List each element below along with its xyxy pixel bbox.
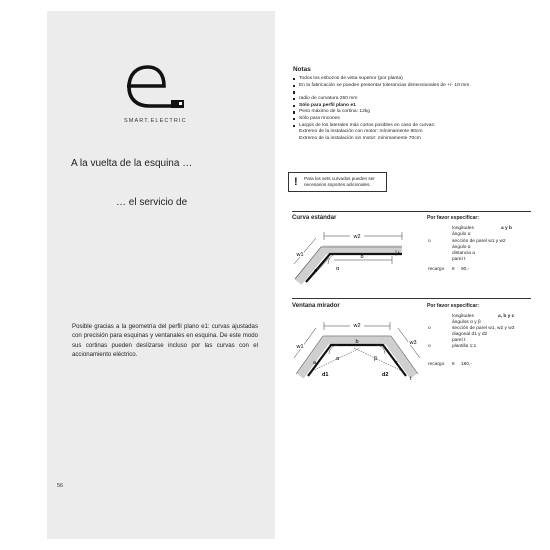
curva-spec-title: Por favor especificar: bbox=[427, 215, 480, 221]
note-item: Sólo para rincones bbox=[293, 116, 523, 123]
ventana-diagram bbox=[292, 310, 422, 382]
notice-box bbox=[288, 172, 387, 192]
curva-spec-line: ángulo α bbox=[452, 232, 471, 237]
curva-spec-line: longitudes bbox=[452, 226, 474, 231]
label-w2: w2 bbox=[353, 323, 361, 329]
note-item: Sólo para perfil plano e1 bbox=[293, 103, 523, 110]
intro-paragraph: Posible gracias a la geometría del perfil plano e1: curvas ajustadas con precisión para esquinas y ventanales en esquina. De este modo sus cortinas pueden deslizarse incluso por las curvas con el accionamiento eléctrico. bbox=[72, 323, 258, 359]
curva-spec-line: € bbox=[452, 267, 455, 272]
ventana-spec-title: Por favor especificar: bbox=[427, 303, 480, 309]
note-item: En la fabricación se pueden presentar tolerancias dimensionales de +/- 10 mm bbox=[293, 83, 523, 90]
section-divider bbox=[292, 211, 531, 212]
note-item: Largos de los laterales más cortos posibles en caso de curvas: bbox=[293, 123, 523, 130]
label-t: t bbox=[398, 251, 400, 257]
label-c: c bbox=[395, 360, 398, 366]
ventana-spec-line: diagonal d1 y d2 bbox=[452, 332, 488, 337]
label-a: a bbox=[313, 360, 317, 366]
curva-spec-line: sección de parel w1 y w2 bbox=[452, 239, 506, 244]
note-item: Peso máximo de la cortina: 12kg bbox=[293, 109, 523, 116]
notes-list bbox=[293, 76, 523, 143]
label-alpha: α bbox=[336, 356, 340, 362]
brand-logo-icon bbox=[122, 64, 188, 110]
label-a: a bbox=[314, 268, 318, 274]
note-item bbox=[293, 89, 523, 96]
headline-secondary: … el servicio de bbox=[116, 197, 188, 208]
section-divider bbox=[292, 298, 531, 299]
headline-primary: A la vuelta de la esquina … bbox=[71, 158, 193, 169]
label-alpha: α bbox=[336, 266, 340, 272]
notice-text: Para los sets curvados pueden ser necesarios soportes adicionales. bbox=[304, 176, 375, 187]
ventana-spec-line: longitudes bbox=[452, 314, 474, 319]
notes-title: Notas bbox=[293, 66, 311, 73]
curva-spec-line: distancia a bbox=[452, 251, 475, 256]
label-d1: d1 bbox=[322, 372, 329, 378]
label-w1: w1 bbox=[296, 344, 304, 350]
ventana-spec-line: € bbox=[452, 362, 455, 367]
ventana-title: Ventana mirador bbox=[292, 302, 340, 309]
curva-diagram bbox=[292, 222, 416, 288]
label-w3: w3 bbox=[409, 340, 417, 346]
ventana-spec-line: o bbox=[428, 344, 431, 349]
curva-spec-line: o bbox=[428, 239, 431, 244]
label-beta: β bbox=[374, 356, 378, 362]
ventana-spec-line: plantilla 1:1 bbox=[452, 344, 477, 349]
curva-spec-line: 90,- bbox=[461, 267, 470, 272]
curva-spec-line: ángulo α bbox=[452, 245, 471, 250]
curva-title: Curva estándar bbox=[292, 214, 337, 221]
ventana-spec-line: recargo bbox=[428, 362, 445, 367]
ventana-spec-line: o bbox=[428, 326, 431, 331]
label-b: b bbox=[355, 339, 359, 345]
label-b: b bbox=[360, 254, 364, 260]
warning-icon: ! bbox=[294, 176, 298, 188]
ventana-spec-line: 180,- bbox=[461, 362, 472, 367]
note-item: Todos los esbozos de vista superior (por planta) bbox=[293, 76, 523, 83]
curva-spec-line: a y b bbox=[501, 226, 512, 231]
ventana-spec-line: sección de parel w1, w2 y w3 bbox=[452, 326, 515, 331]
ventana-spec-line: parel t bbox=[452, 338, 466, 343]
label-d2: d2 bbox=[382, 372, 389, 378]
note-subitem: Extremo de la instalación con motor: mínimamente 80cm bbox=[299, 129, 423, 135]
ventana-spec-line: a, b y c bbox=[498, 314, 515, 319]
note-subitem: Extremo de la instalación sin motor: mínimamente 70cm bbox=[299, 135, 421, 141]
curva-spec-line: parel t bbox=[452, 257, 466, 262]
label-w1: w1 bbox=[296, 252, 304, 258]
label-w2: w2 bbox=[353, 234, 361, 240]
label-t: t bbox=[410, 376, 412, 382]
ventana-spec-line: ángulos α y β bbox=[452, 320, 481, 325]
curva-spec-line: recargo bbox=[428, 267, 445, 272]
page-number: 56 bbox=[57, 483, 64, 489]
brand-name: SMART.ELECTRIC bbox=[124, 118, 187, 124]
note-item: radio de curvatura 250 mm bbox=[293, 96, 523, 103]
